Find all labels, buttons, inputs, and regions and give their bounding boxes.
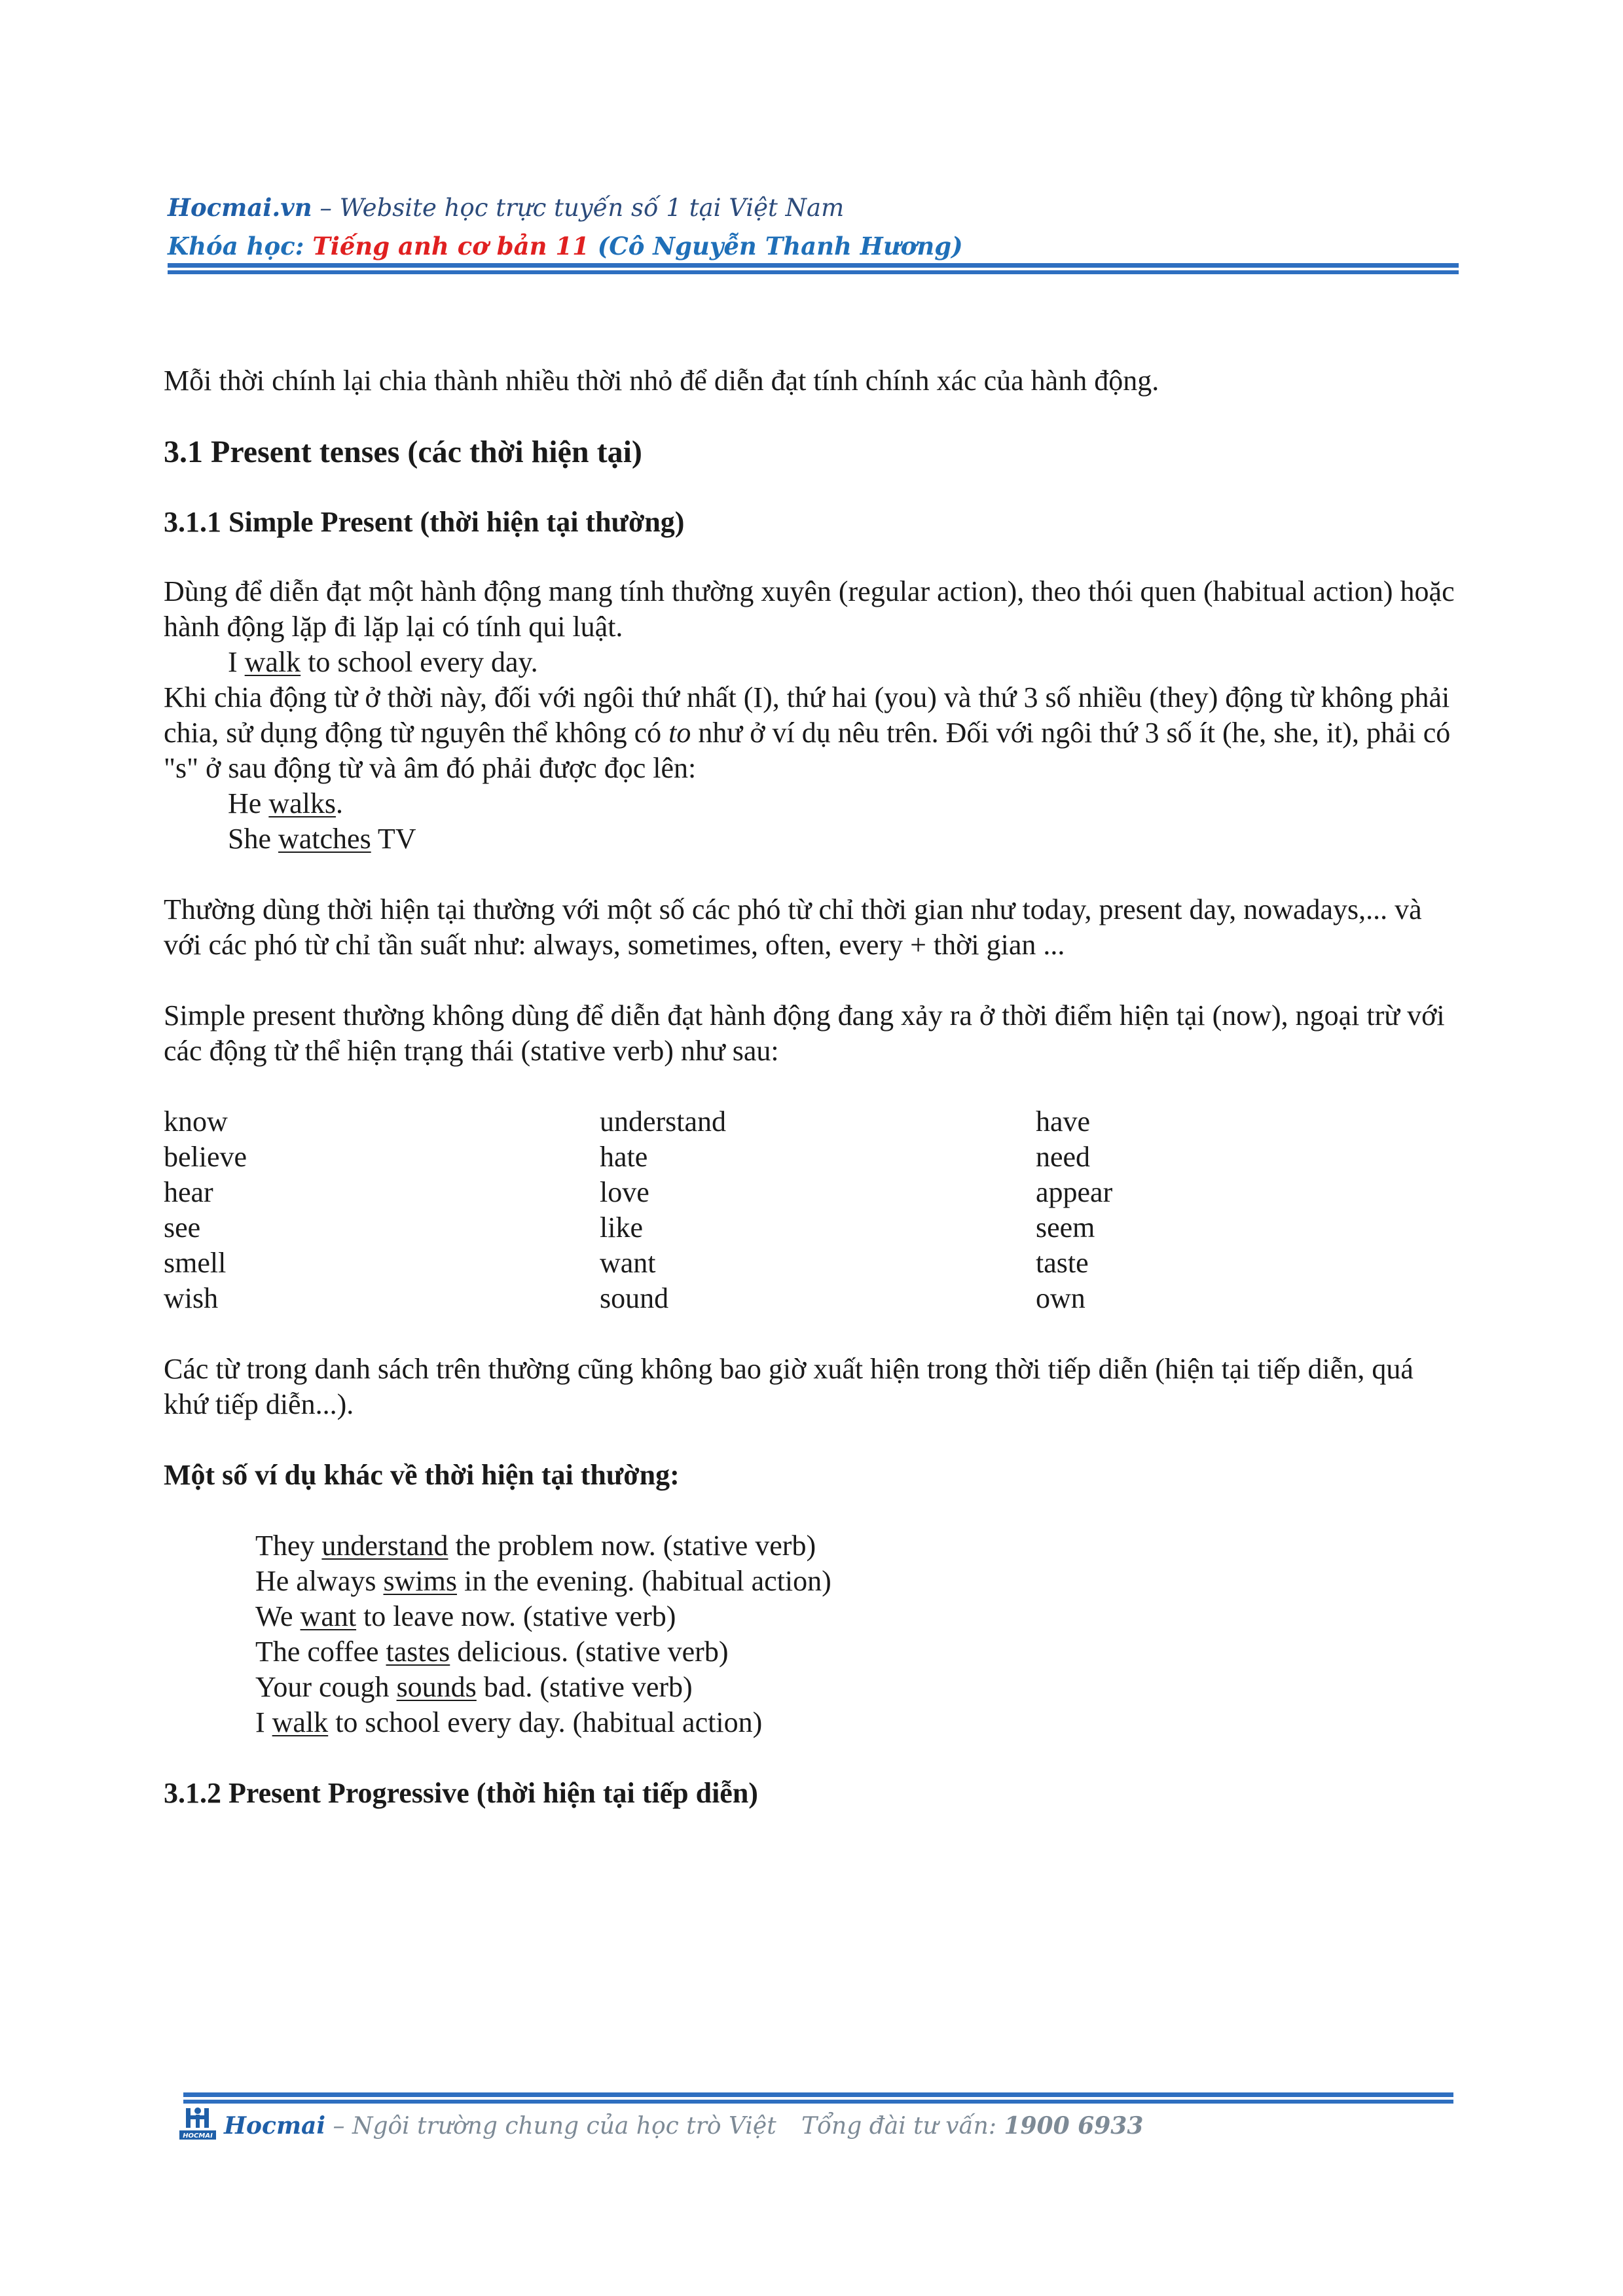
heading-more-examples: Một số ví dụ khác về thời hiện tại thường: bbox=[164, 1459, 680, 1491]
examples-list bbox=[164, 1528, 1460, 1740]
example-verb: watches bbox=[278, 823, 371, 855]
course-teacher: (Cô Nguyễn Thanh Hương) bbox=[589, 232, 963, 260]
heading-simple-present: 3.1.1 Simple Present (thời hiện tại thường) bbox=[164, 506, 685, 538]
stative-verb-word: sound bbox=[600, 1282, 669, 1314]
example-walks: He walks. bbox=[228, 787, 343, 819]
stative-verb-word: believe bbox=[164, 1141, 247, 1173]
header-dash: – bbox=[312, 194, 340, 222]
header-line-site bbox=[168, 188, 963, 227]
stative-verb-word: understand bbox=[600, 1105, 727, 1138]
site-name: Hocmai.vn bbox=[168, 193, 312, 222]
paragraph-continuous-note: Các từ trong danh sách trên thường cũng không bao giờ xuất hiện trong thời tiếp diễn (hiện tại tiếp diễn, quá khứ tiếp diễn...). bbox=[164, 1353, 1413, 1420]
stative-verb-word: want bbox=[600, 1247, 656, 1279]
example-verb: want bbox=[300, 1600, 357, 1632]
paragraph-stative: Simple present thường không dùng để diễn đạt hành động đang xảy ra ở thời điểm hiện tại (now), ngoại trừ với các động từ thể hiện trạng thái (stative verb) như sau: bbox=[164, 999, 1445, 1067]
intro-paragraph: Mỗi thời chính lại chia thành nhiều thời nhỏ để diễn đạt tính chính xác của hành động. bbox=[164, 365, 1159, 397]
page-footer bbox=[178, 2104, 1461, 2151]
example-sentence: Your cough sounds bad. (stative verb) bbox=[255, 1671, 693, 1703]
example-sentence: They understand the problem now. (stative verb) bbox=[255, 1530, 816, 1562]
footer-hotline bbox=[801, 2112, 1143, 2140]
footer-divider bbox=[183, 2092, 1453, 2104]
to-italic: to bbox=[668, 717, 691, 749]
paragraph-usage: Dùng để diễn đạt một hành động mang tính thường xuyên (regular action), theo thói quen (habitual action) hoặc hành động lặp đi lặp lại có tính qui luật. bbox=[164, 575, 1455, 643]
example-verb: sounds bbox=[396, 1671, 477, 1703]
course-name: Tiếng anh cơ bản 11 bbox=[312, 232, 589, 260]
heading-present-progressive: 3.1.2 Present Progressive (thời hiện tại tiếp diễn) bbox=[164, 1777, 758, 1809]
stative-verb-word: smell bbox=[164, 1247, 227, 1279]
paragraph-conjugation: Khi chia động từ ở thời này, đối với ngôi thứ nhất (I), thứ hai (you) và thứ 3 số nhiều (they) động từ không phải chia, sử dụng động từ nguyên thể không có to như ở ví dụ nêu trên. Đối với ngôi thứ 3 số ít (he, she, it), phải có "s" ở sau động từ và âm đó phải được đọc lên: bbox=[164, 681, 1451, 784]
site-tagline: Website học trực tuyến số 1 tại Việt Nam bbox=[339, 194, 845, 222]
footer-slogan: Hocmai – Ngôi trường chung của học trò Việt bbox=[224, 2112, 776, 2140]
example-walk: I walk to school every day. bbox=[228, 646, 538, 678]
stative-verb-word: love bbox=[600, 1176, 649, 1208]
stative-verb-list bbox=[164, 1104, 1460, 1316]
example-sentence: He always swims in the evening. (habitual action) bbox=[255, 1565, 831, 1597]
stative-verb-word: hate bbox=[600, 1141, 648, 1173]
svg-text:HOCMAI: HOCMAI bbox=[183, 2132, 213, 2140]
heading-present-tenses: 3.1 Present tenses (các thời hiện tại) bbox=[164, 435, 642, 469]
stative-verb-word: know bbox=[164, 1105, 228, 1138]
page-header bbox=[168, 188, 963, 266]
stative-verb-word: appear bbox=[1036, 1176, 1113, 1208]
example-verb: tastes bbox=[386, 1636, 450, 1668]
stative-verb-word: taste bbox=[1036, 1247, 1089, 1279]
hocmai-logo-icon bbox=[178, 2106, 217, 2142]
hotline-number: 1900 6933 bbox=[1004, 2112, 1144, 2140]
footer-slogan-text: Ngôi trường chung của học trò Việt bbox=[352, 2113, 776, 2140]
page-content bbox=[164, 363, 1460, 1811]
example-verb: walk bbox=[272, 1706, 329, 1738]
paragraph-adverbs: Thường dùng thời hiện tại thường với một số các phó từ chỉ thời gian như today, present day, nowadays,... và với các phó từ chỉ tần suất như: always, sometimes, often, every + thời gian ... bbox=[164, 893, 1422, 961]
stative-verb-word: wish bbox=[164, 1282, 219, 1314]
stative-verb-word: have bbox=[1036, 1105, 1091, 1138]
example-verb: walk bbox=[244, 646, 301, 678]
stative-verb-word: hear bbox=[164, 1176, 213, 1208]
example-sentence: The coffee tastes delicious. (stative verb) bbox=[255, 1636, 729, 1668]
example-watches: She watches TV bbox=[228, 823, 416, 855]
example-verb: walks bbox=[268, 787, 336, 819]
stative-verb-word: seem bbox=[1036, 1211, 1095, 1244]
stative-verb-word: like bbox=[600, 1211, 643, 1244]
hotline-label: Tổng đài tư vấn: bbox=[801, 2113, 1004, 2140]
stative-verb-word: own bbox=[1036, 1282, 1085, 1314]
footer-brand: Hocmai bbox=[224, 2112, 326, 2140]
stative-verb-word: need bbox=[1036, 1141, 1091, 1173]
example-sentence: We want to leave now. (stative verb) bbox=[255, 1600, 676, 1632]
header-line-course bbox=[168, 227, 963, 266]
stative-verb-word: see bbox=[164, 1211, 201, 1244]
example-verb: swims bbox=[383, 1565, 457, 1597]
example-verb: understand bbox=[321, 1530, 448, 1562]
header-divider bbox=[168, 263, 1459, 274]
course-label: Khóa học: bbox=[168, 232, 313, 260]
example-sentence: I walk to school every day. (habitual action) bbox=[255, 1706, 763, 1738]
